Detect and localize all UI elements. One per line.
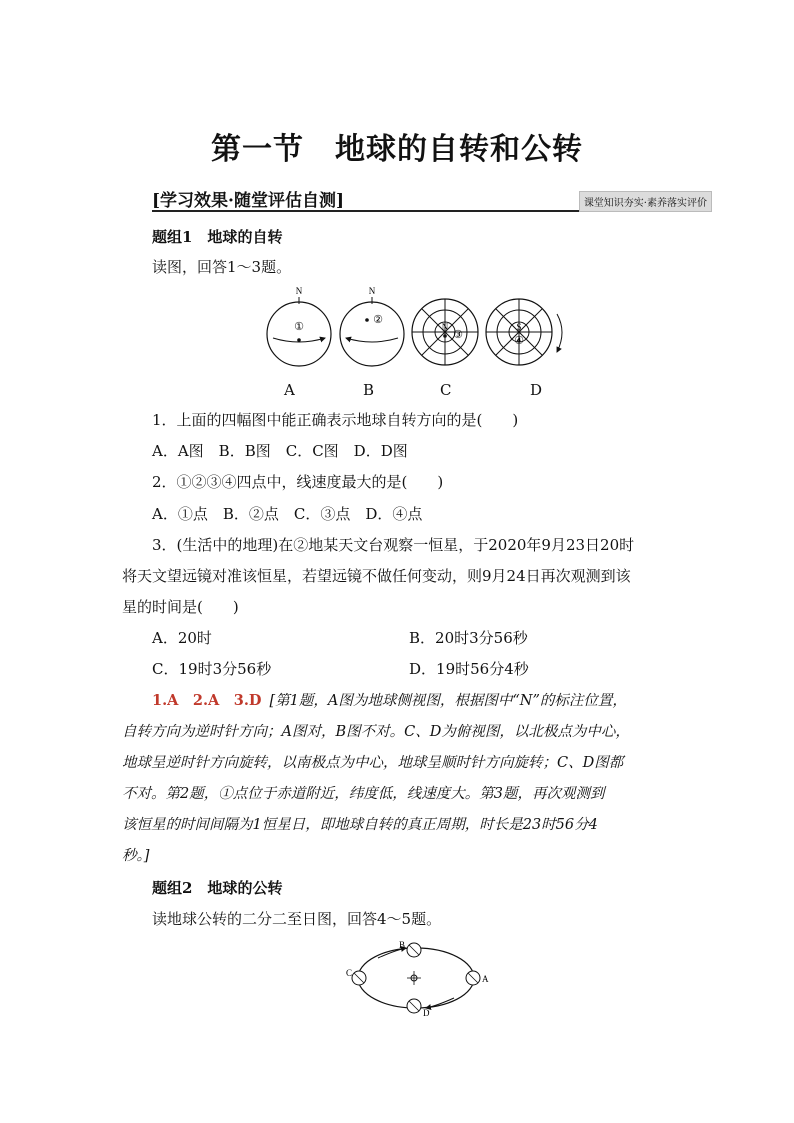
orbit-label-a: A	[482, 974, 489, 984]
diagram-c-north-label: N	[441, 322, 449, 332]
orbit-figure	[340, 936, 500, 1022]
answer-text-1: [第1题，A图为地球侧视图，根据图中“N”的标注位置，	[269, 693, 627, 709]
earth-a-icon	[466, 971, 480, 985]
q3-option-c: C．19时3分56秒	[152, 660, 272, 678]
q3-line3: 星的时间是( )	[122, 598, 239, 616]
q3-option-b: B．20时3分56秒	[409, 629, 528, 647]
q2-stem: 2．①②③④四点中，线速度最大的是( )	[152, 473, 444, 491]
sun-icon	[407, 971, 421, 985]
rotation-figure	[255, 282, 575, 402]
mark-1: ①	[294, 321, 304, 333]
answer-line3: 地球呈逆时针方向旋转，以南极点为中心，地球呈顺时针方向旋转；C、D图都	[122, 755, 624, 771]
answer-line5: 该恒星的时间间隔为1恒星日，即地球自转的真正周期，时长是23时56分4	[122, 817, 598, 833]
diagram-a-label: A	[284, 381, 295, 399]
mark-3: ③	[453, 329, 463, 341]
answer-line1	[152, 689, 627, 710]
diagram-d-label: D	[530, 381, 543, 399]
diagram-b	[340, 286, 404, 366]
group1-intro: 读图，回答1～3题。	[152, 258, 292, 276]
group1-heading: 题组1 地球的自转	[152, 228, 283, 246]
page-title: 第一节 地球的自转和公转	[211, 132, 583, 167]
q2-options: A．①点 B．②点 C．③点 D．④点	[152, 505, 423, 523]
diagram-c-label: C	[440, 381, 452, 399]
diagram-b-north-label: N	[368, 286, 376, 296]
q1-stem: 1．上面的四幅图中能正确表示地球自转方向的是( )	[152, 411, 519, 429]
orbit-label-d: D	[423, 1008, 430, 1018]
diagram-d	[486, 299, 562, 365]
section-title: [学习效果·随堂评估自测]	[152, 191, 345, 211]
diagram-b-label: B	[363, 381, 375, 399]
q3-line2: 将天文望远镜对准该恒星，若望远镜不做任何变动，则9月24日再次观测到该	[122, 567, 631, 585]
orbit-label-c: C	[346, 968, 353, 978]
section-tag: 课堂知识夯实·素养落实评价	[579, 191, 712, 212]
earth-c-icon	[352, 971, 366, 985]
diagram-d-south-label: S	[516, 322, 522, 332]
group2-heading: 题组2 地球的公转	[152, 879, 283, 897]
mark-4: ④	[514, 335, 524, 347]
mark-2: ②	[373, 314, 383, 326]
answer-line2: 自转方向为逆时针方向；A图对，B图不对。C、D为俯视图，以北极点为中心，	[122, 724, 630, 740]
group2-intro: 读地球公转的二分二至日图，回答4～5题。	[152, 910, 442, 928]
q1-options: A．A图 B．B图 C．C图 D．D图	[152, 442, 408, 460]
orbit-label-b: B	[399, 940, 406, 950]
q3-option-a: A．20时	[152, 629, 212, 647]
q3-line1: 3．(生活中的地理)在②地某天文台观察一恒星，于2020年9月23日20时	[152, 536, 635, 554]
earth-d-icon	[407, 999, 421, 1013]
answer-line4: 不对。第2题，①点位于赤道附近，纬度低，线速度大。第3题，再次观测到	[122, 786, 605, 802]
earth-b-icon	[407, 943, 421, 957]
answer-line6: 秒。]	[122, 848, 150, 864]
diagram-a	[267, 286, 331, 366]
q3-option-d: D．19时56分4秒	[409, 660, 529, 678]
answer-key: 1.A 2.A 3.D	[152, 692, 262, 709]
diagram-a-north-label: N	[295, 286, 303, 296]
diagram-c	[412, 299, 478, 365]
